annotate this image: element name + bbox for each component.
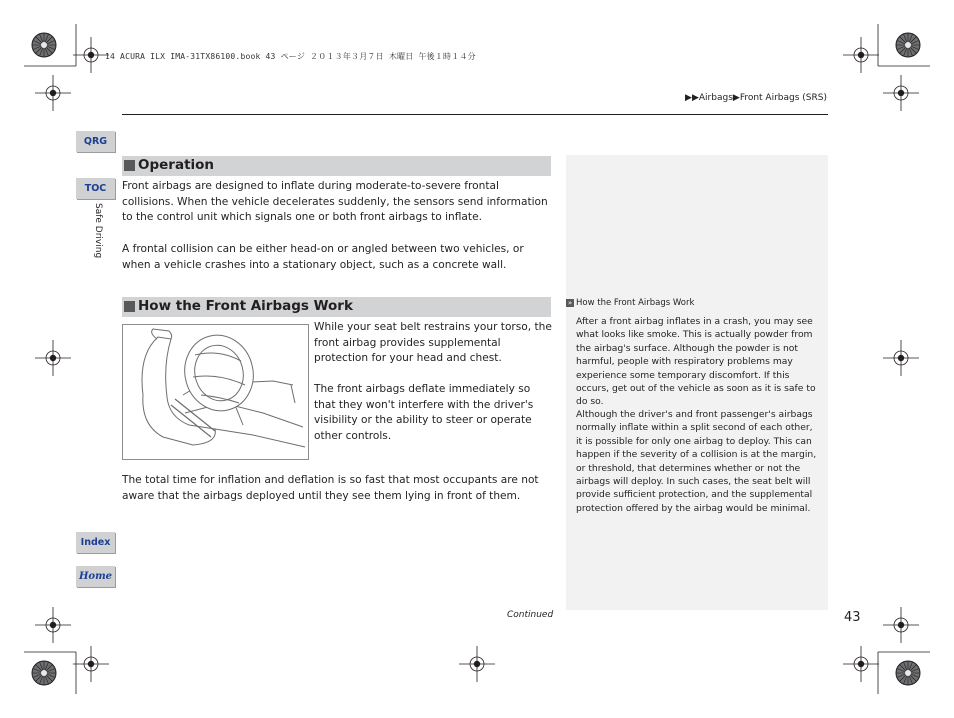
- operation-paragraph: A frontal collision can be either head-on or angled between two vehicles, or when a vehicle crashes into a stationary object, such as a concrete wall.: [122, 243, 524, 271]
- chapter-tab-label: Safe Driving: [93, 203, 103, 259]
- section-header-operation: [122, 156, 551, 176]
- breadcrumb: [685, 93, 827, 103]
- section-header-how-airbags-work: [122, 297, 551, 317]
- header-rule: [122, 114, 828, 115]
- page-number: 43: [844, 610, 861, 625]
- section-title: Operation: [138, 157, 215, 173]
- how-work-paragraph: While your seat belt restrains your torso, the front airbag provides supplemental protection for your head and chest.: [314, 321, 552, 365]
- breadcrumb-arrows: ▶▶: [685, 93, 699, 103]
- sidebar-heading: [566, 298, 694, 308]
- toc-button[interactable]: TOC: [76, 178, 115, 199]
- sidebar-heading-text: How the Front Airbags Work: [576, 298, 695, 308]
- home-button[interactable]: Home: [76, 566, 115, 587]
- breadcrumb-separator: ▶: [732, 93, 740, 103]
- reference-marker-icon: »: [567, 299, 573, 307]
- sidebar-paragraph: After a front airbag inflates in a crash, you may see what looks like smoke. This is actually powder from the airbag's surface. Although the powder is not harmful, people with respiratory problems may experience some temporary discomfort. If this occurs, get out of the vehicle as soon as it is safe to do so.: [576, 316, 816, 408]
- section-square-icon: [124, 160, 135, 171]
- breadcrumb-link-airbags[interactable]: Airbags: [698, 93, 733, 103]
- section-square-icon: [124, 301, 135, 312]
- qrg-button[interactable]: QRG: [76, 131, 115, 152]
- operation-paragraph: Front airbags are designed to inflate during moderate-to-severe frontal collisions. When the vehicle decelerates suddenly, the sensors send information to the control unit which signals one or both front airbags to inflate.: [122, 180, 548, 224]
- index-button[interactable]: Index: [76, 532, 115, 553]
- breadcrumb-current-page: Front Airbags (SRS): [739, 93, 827, 103]
- how-work-paragraph: The total time for inflation and deflation is so fast that most occupants are not aware that the airbags deployed until they see them lying in front of them.: [122, 474, 539, 502]
- how-work-paragraph: The front airbags deflate immediately so that they won't interfere with the driver's visibility or the ability to steer or operate other controls.: [314, 383, 534, 442]
- airbag-illustration: [122, 324, 309, 460]
- continued-label: Continued: [507, 610, 554, 620]
- sidebar-paragraph: Although the driver's and front passenger's airbags normally inflate within a split second of each other, it is possible for only one airbag to deploy. This can happen if the severity of a collision is at the margin, or threshold, that determines whether or not the airbags will deploy. In such cases, the seat belt will provide sufficient protection, and the supplemental protection offered by the airbag would be minimal.: [576, 409, 817, 514]
- section-title: How the Front Airbags Work: [138, 298, 353, 314]
- driver-airbag-drawing: [123, 325, 308, 459]
- print-info: 14 ACURA ILX IMA-31TX86100.book 43 ページ ２０１３年３月７日 木曜日 午後１時１４分: [105, 52, 476, 61]
- chapter-tab: [90, 203, 104, 265]
